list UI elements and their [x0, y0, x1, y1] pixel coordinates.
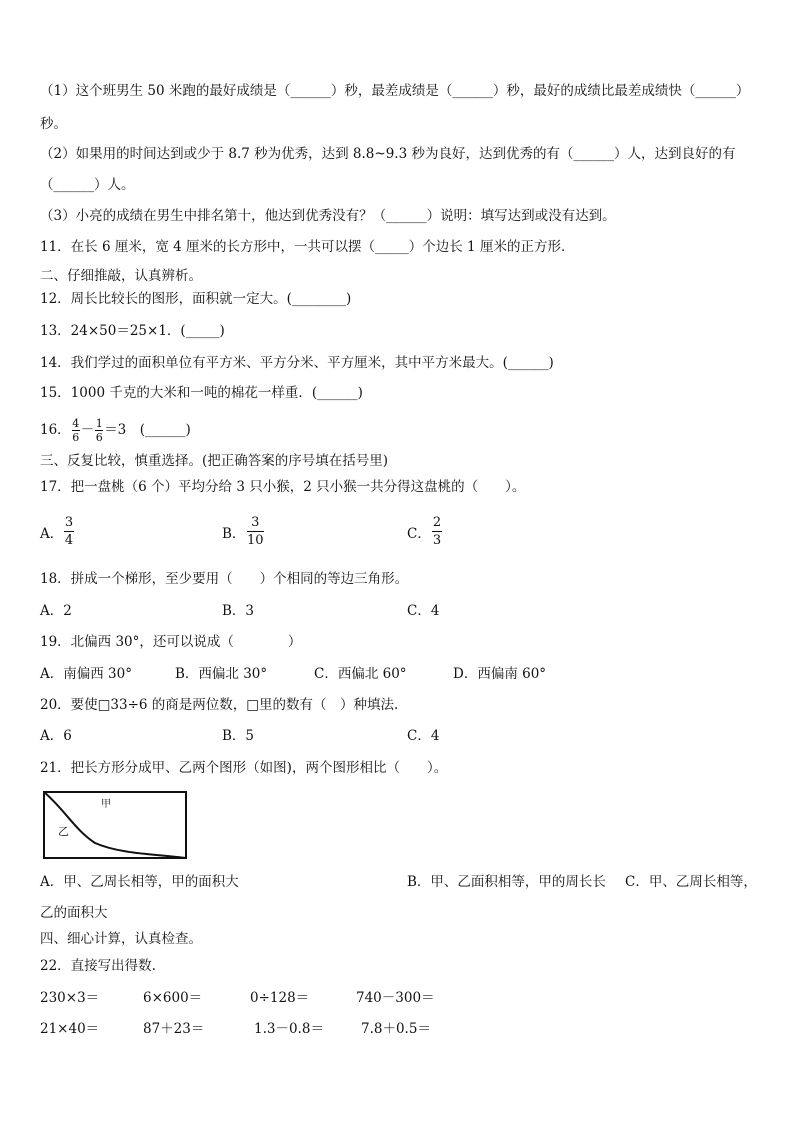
q19-option-a: A．南偏西 30°	[40, 666, 132, 682]
q17-option-a-fraction	[64, 515, 74, 548]
q16-den-1: 6	[72, 430, 80, 444]
q16-num-1: 4	[72, 416, 80, 430]
q19-option-c: C．西偏北 60°	[314, 666, 407, 682]
q16-num-2: 1	[95, 416, 103, 430]
question-21: 21．把长方形分成甲、乙两个图形（如图)，两个图形相比（ ）。	[40, 760, 448, 776]
q-part-2-line1: （2）如果用的时间达到或少于 8.7 秒为优秀，达到 8.8~9.3 秒为良好，达到优秀的有（______）人，达到良好的有	[40, 146, 736, 162]
question-20: 20．要使□33÷6 的商是两位数，□里的数有（ ）种填法.	[40, 697, 399, 713]
q19-option-d: D．西偏南 60°	[453, 666, 547, 682]
calc-item: 230×3＝	[40, 990, 100, 1006]
q21-option-b: B．甲、乙面积相等，甲的周长长	[407, 874, 606, 890]
question-15: 15．1000 千克的大米和一吨的棉花一样重．(______)	[40, 385, 363, 401]
q17-option-c-fraction	[432, 515, 442, 548]
question-12: 12．周长比较长的图形，面积就一定大。(________)	[40, 291, 352, 307]
question-14: 14．我们学过的面积单位有平方米、平方分米、平方厘米，其中平方米最大。(______)	[40, 355, 554, 371]
q16-fraction-1	[72, 418, 80, 443]
q16-operator: －	[80, 422, 95, 438]
q20-option-b: B．5	[222, 728, 255, 744]
q17-c-den: 3	[432, 533, 442, 548]
q16-rest: ＝3 (______)	[104, 422, 191, 438]
q19-option-b: B．西偏北 30°	[175, 666, 268, 682]
q17-option-a-label: A．	[40, 526, 64, 542]
q16-den-2: 6	[95, 430, 103, 444]
q21-label-jia: 甲	[101, 799, 111, 810]
calc-item: 87＋23＝	[143, 1021, 205, 1037]
q17-option-b-fraction	[247, 515, 264, 548]
q21-option-c: C．甲、乙周长相等，	[625, 874, 757, 890]
q20-option-c: C．4	[407, 728, 440, 744]
q20-option-a: A．6	[40, 728, 72, 744]
question-18: 18．拼成一个梯形，至少要用（ ）个相同的等边三角形。	[40, 571, 409, 587]
q-part-1-line1: （1）这个班男生 50 米跑的最好成绩是（______）秒，最差成绩是（______）秒，最好的成绩比最差成绩快（______）	[40, 83, 750, 99]
section-3-heading: 三、反复比较，慎重选择。(把正确答案的序号填在括号里)	[40, 453, 389, 469]
q17-a-num: 3	[64, 515, 74, 530]
q18-option-b: B．3	[222, 603, 255, 619]
calc-item: 1.3－0.8＝	[254, 1021, 324, 1037]
section-4-heading: 四、细心计算，认真检查。	[40, 931, 202, 947]
question-13: 13．24×50＝25×1．(_____)	[40, 323, 225, 339]
q-part-3: （3）小亮的成绩在男生中排名第十，他达到优秀没有？（______）说明：填写达到或没有达到。	[40, 208, 616, 224]
q17-b-den: 10	[247, 533, 264, 548]
q18-option-a: A．2	[40, 603, 72, 619]
q17-b-num: 3	[251, 515, 260, 530]
calc-item: 0÷128＝	[250, 990, 310, 1006]
q21-option-a: A．甲、乙周长相等，甲的面积大	[40, 874, 239, 890]
calc-item: 7.8＋0.5＝	[361, 1021, 431, 1037]
question-16	[40, 415, 191, 445]
q17-a-den: 4	[64, 533, 74, 548]
question-22: 22．直接写出得数.	[40, 958, 156, 974]
q17-c-num: 2	[432, 515, 442, 530]
q17-option-b-label: B．	[222, 526, 246, 542]
question-11: 11．在长 6 厘米，宽 4 厘米的长方形中，一共可以摆（_____）个边长 1 厘米的正方形．	[40, 239, 575, 255]
q-part-2-line2: （______）人。	[40, 177, 135, 193]
q17-option-c-label: C．	[407, 526, 431, 542]
calc-item: 6×600＝	[143, 990, 203, 1006]
q-part-1-line2: 秒。	[40, 116, 67, 132]
q21-option-c-continued: 乙的面积大	[40, 905, 108, 921]
calc-item: 21×40＝	[40, 1021, 100, 1037]
q16-prefix: 16．	[40, 422, 71, 438]
calc-item: 740－300＝	[356, 990, 435, 1006]
q16-fraction-2	[95, 418, 103, 443]
question-17: 17．把一盘桃（6 个）平均分给 3 只小猴，2 只小猴一共分得这盘桃的（ ）。	[40, 479, 526, 495]
section-2-heading: 二、仔细推敲，认真辨析。	[40, 268, 202, 284]
q21-rectangle-figure	[40, 788, 192, 862]
q21-label-yi: 乙	[58, 825, 69, 838]
q18-option-c: C．4	[407, 603, 440, 619]
question-19: 19．北偏西 30°，还可以说成（ ）	[40, 634, 302, 650]
